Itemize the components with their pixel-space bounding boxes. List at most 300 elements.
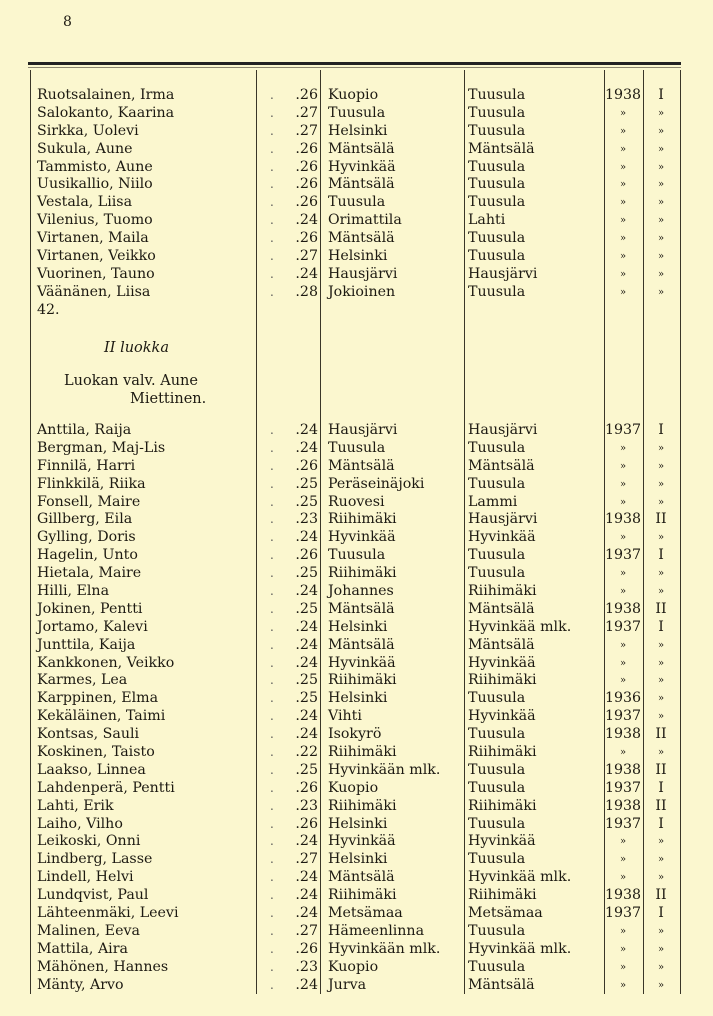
birthplace: Hyvinkää xyxy=(328,654,396,671)
student-name: Fonsell, Maire xyxy=(37,493,141,510)
birthplace: Hausjärvi xyxy=(328,265,398,282)
birth-year: .27 xyxy=(295,922,318,939)
birthplace: Johannes xyxy=(328,583,394,600)
table-row xyxy=(0,708,713,726)
birth-year: .25 xyxy=(295,565,318,582)
student-name: Mähönen, Hannes xyxy=(37,958,169,975)
home-municipality: Metsämaa xyxy=(468,905,543,922)
birthplace: Mäntsälä xyxy=(328,869,395,886)
entry-year: » xyxy=(619,872,627,884)
leader-dot: . xyxy=(270,923,274,938)
birthplace: Orimattila xyxy=(328,212,402,229)
entry-class: I xyxy=(658,547,664,564)
entry-class: » xyxy=(657,711,665,723)
student-name: Vilenius, Tuomo xyxy=(37,212,153,229)
table-row xyxy=(0,159,713,177)
entry-year: » xyxy=(619,979,627,991)
student-name: Lundqvist, Paul xyxy=(37,887,149,904)
home-municipality: Tuusula xyxy=(468,122,526,139)
home-municipality: Tuusula xyxy=(468,547,526,564)
student-name: Karmes, Lea xyxy=(37,672,128,689)
birth-year: .26 xyxy=(295,815,318,832)
birthplace: Riihimäki xyxy=(328,672,397,689)
entry-year: » xyxy=(619,268,627,280)
student-name: Vuorinen, Tauno xyxy=(37,265,155,282)
leader-dot: . xyxy=(270,566,274,581)
birthplace: Riihimäki xyxy=(328,511,397,528)
birthplace: Kuopio xyxy=(328,779,379,796)
leader-dot: . xyxy=(270,762,274,777)
entry-class: » xyxy=(657,496,665,508)
birthplace: Jokioinen xyxy=(328,283,396,300)
home-municipality: Tuusula xyxy=(468,439,526,456)
table-row xyxy=(0,422,713,440)
entry-year: 1937 xyxy=(604,618,642,635)
leader-dot: . xyxy=(270,423,274,437)
birth-year: .27 xyxy=(295,104,318,121)
entry-year: 1938 xyxy=(604,797,642,814)
entry-year: » xyxy=(619,854,627,866)
birthplace: Helsinki xyxy=(328,618,388,635)
entry-class: » xyxy=(657,251,665,263)
entry-class: » xyxy=(657,568,665,580)
student-name: Junttila, Kaija xyxy=(37,636,136,653)
birth-year: .24 xyxy=(295,654,318,671)
home-municipality: Tuusula xyxy=(468,194,526,211)
entry-class: » xyxy=(657,979,665,991)
table-row xyxy=(0,583,713,601)
home-municipality: Tuusula xyxy=(468,87,526,103)
student-name: Bergman, Maj-Lis xyxy=(37,439,166,456)
birthplace: Mäntsälä xyxy=(328,140,395,157)
entry-class: » xyxy=(657,143,665,155)
entry-class: II xyxy=(655,600,667,617)
entry-year: » xyxy=(619,179,627,191)
home-municipality: Tuusula xyxy=(468,958,526,975)
entry-class: » xyxy=(657,747,665,759)
birthplace: Mäntsälä xyxy=(328,230,395,247)
birthplace: Ruovesi xyxy=(328,493,385,510)
home-municipality: Tuusula xyxy=(468,565,526,582)
entry-year: 1937 xyxy=(604,815,642,832)
birth-year: .25 xyxy=(295,672,318,689)
home-municipality: Hyvinkää xyxy=(468,654,536,671)
birthplace: Peräseinäjoki xyxy=(328,475,425,492)
home-municipality: Riihimäki xyxy=(468,672,537,689)
birthplace: Hausjärvi xyxy=(328,422,398,438)
student-name: Väänänen, Liisa xyxy=(37,283,151,300)
table-row xyxy=(0,798,713,816)
birth-year: .26 xyxy=(295,940,318,957)
entry-class: » xyxy=(657,161,665,173)
home-municipality: Hyvinkää mlk. xyxy=(468,869,572,886)
student-name: Finnilä, Harri xyxy=(37,457,136,474)
home-municipality: Hausjärvi xyxy=(468,422,538,438)
table-row xyxy=(0,87,713,105)
birthplace: Mäntsälä xyxy=(328,457,395,474)
birthplace: Riihimäki xyxy=(328,887,397,904)
entry-class: I xyxy=(658,618,664,635)
entry-class: » xyxy=(657,854,665,866)
leader-dot: . xyxy=(270,619,274,634)
birthplace: Jurva xyxy=(328,976,367,993)
table-row xyxy=(0,105,713,123)
entry-year: 1938 xyxy=(604,726,642,743)
entry-class: » xyxy=(657,639,665,651)
student-name: Ruotsalainen, Irma xyxy=(37,87,175,103)
entry-year: » xyxy=(619,836,627,848)
birth-year: .24 xyxy=(295,887,318,904)
table-row xyxy=(0,601,713,619)
student-name: Kekäläinen, Taimi xyxy=(37,708,166,725)
birth-year: .23 xyxy=(295,797,318,814)
entry-year: » xyxy=(619,286,627,298)
leader-dot: . xyxy=(270,213,274,228)
birthplace: Hyvinkää xyxy=(328,529,396,546)
entry-class: I xyxy=(658,779,664,796)
leader-dot: . xyxy=(270,780,274,795)
student-name: Gylling, Doris xyxy=(37,529,136,546)
entry-year: » xyxy=(619,161,627,173)
birth-year: .24 xyxy=(295,726,318,743)
home-municipality: Hyvinkää xyxy=(468,708,536,725)
table-row xyxy=(0,941,713,959)
entry-class: » xyxy=(657,179,665,191)
leader-dot: . xyxy=(270,637,274,652)
student-name: Lahdenperä, Pentti xyxy=(37,779,175,796)
birth-year: .25 xyxy=(295,600,318,617)
table-row xyxy=(0,816,713,834)
birth-year: .24 xyxy=(295,833,318,850)
birthplace: Mäntsälä xyxy=(328,176,395,193)
student-name: Vestala, Liisa xyxy=(37,194,133,211)
table-row xyxy=(0,266,713,284)
table-row xyxy=(0,565,713,583)
birthplace: Tuusula xyxy=(328,547,386,564)
leader-dot: . xyxy=(270,494,274,509)
home-municipality: Hyvinkää mlk. xyxy=(468,940,572,957)
student-name: Leikoski, Onni xyxy=(37,833,141,850)
birth-year: .25 xyxy=(295,475,318,492)
entry-year: 1938 xyxy=(604,887,642,904)
teacher-line1: Luokan valv. Aune xyxy=(64,373,198,389)
leader-dot: . xyxy=(270,798,274,813)
student-name: Sirkka, Uolevi xyxy=(37,122,139,139)
table-row xyxy=(0,511,713,529)
student-name: Laakso, Linnea xyxy=(37,761,146,778)
home-municipality: Tuusula xyxy=(468,158,526,175)
entry-class: II xyxy=(655,887,667,904)
birth-year: .24 xyxy=(295,422,318,438)
entry-class: » xyxy=(657,442,665,454)
class1-list xyxy=(0,87,713,302)
student-name: Hagelin, Unto xyxy=(37,547,138,564)
student-name: Hietala, Maire xyxy=(37,565,142,582)
entry-year: » xyxy=(619,532,627,544)
birth-year: .24 xyxy=(295,618,318,635)
table-row xyxy=(0,529,713,547)
top-rule xyxy=(28,62,681,65)
home-municipality: Riihimäki xyxy=(468,887,537,904)
leader-dot: . xyxy=(270,691,274,706)
leader-dot: . xyxy=(270,834,274,849)
birth-year: .23 xyxy=(295,511,318,528)
birthplace: Kuopio xyxy=(328,87,379,103)
home-municipality: Tuusula xyxy=(468,779,526,796)
birthplace: Helsinki xyxy=(328,851,388,868)
entry-class: I xyxy=(658,87,664,103)
entry-class: » xyxy=(657,961,665,973)
table-row xyxy=(0,230,713,248)
student-name: Gillberg, Eila xyxy=(37,511,133,528)
leader-dot: . xyxy=(270,906,274,921)
entry-year: » xyxy=(619,925,627,937)
home-municipality: Hyvinkää xyxy=(468,833,536,850)
home-municipality: Hyvinkää mlk. xyxy=(468,618,572,635)
birthplace: Tuusula xyxy=(328,439,386,456)
entry-year: 1938 xyxy=(604,600,642,617)
entry-class: II xyxy=(655,797,667,814)
entry-year: » xyxy=(619,639,627,651)
table-row xyxy=(0,959,713,977)
student-name: Hilli, Elna xyxy=(37,583,110,600)
student-name: Malinen, Eeva xyxy=(37,922,140,939)
birth-year: .25 xyxy=(295,493,318,510)
birth-year: .28 xyxy=(295,283,318,300)
entry-class: I xyxy=(658,905,664,922)
entry-class: » xyxy=(657,836,665,848)
entry-class: » xyxy=(657,268,665,280)
leader-dot: . xyxy=(270,601,274,616)
birth-year: .26 xyxy=(295,779,318,796)
table-row xyxy=(0,141,713,159)
table-row xyxy=(0,619,713,637)
entry-year: 1936 xyxy=(604,690,642,707)
entry-class: » xyxy=(657,925,665,937)
table-row xyxy=(0,547,713,565)
leader-dot: . xyxy=(270,105,274,120)
birth-year: .26 xyxy=(295,230,318,247)
entry-class: » xyxy=(657,460,665,472)
home-municipality: Mäntsälä xyxy=(468,457,535,474)
entry-class: » xyxy=(657,233,665,245)
birth-year: .23 xyxy=(295,958,318,975)
leader-dot: . xyxy=(270,195,274,210)
home-municipality: Tuusula xyxy=(468,690,526,707)
student-name: Kontsas, Sauli xyxy=(37,726,140,743)
student-name: Uusikallio, Niilo xyxy=(37,176,153,193)
birth-year: .24 xyxy=(295,905,318,922)
birth-year: .25 xyxy=(295,690,318,707)
birth-year: .24 xyxy=(295,976,318,993)
class1-count: 42. xyxy=(37,302,60,318)
table-row xyxy=(0,176,713,194)
leader-dot: . xyxy=(270,231,274,246)
entry-year: 1937 xyxy=(604,422,642,438)
birthplace: Tuusula xyxy=(328,104,386,121)
leader-dot: . xyxy=(270,548,274,563)
student-name: Koskinen, Taisto xyxy=(37,744,155,761)
birth-year: .24 xyxy=(295,869,318,886)
home-municipality: Lahti xyxy=(468,212,506,229)
table-row xyxy=(0,887,713,905)
page-number: 8 xyxy=(63,14,72,30)
student-name: Lindberg, Lasse xyxy=(37,851,153,868)
birth-year: .27 xyxy=(295,248,318,265)
leader-dot: . xyxy=(270,530,274,545)
home-municipality: Tuusula xyxy=(468,283,526,300)
birthplace: Hyvinkää xyxy=(328,158,396,175)
table-row xyxy=(0,762,713,780)
student-name: Sukula, Aune xyxy=(37,140,133,157)
entry-year: » xyxy=(619,961,627,973)
student-name: Jokinen, Pentti xyxy=(37,600,143,617)
entry-class: » xyxy=(657,675,665,687)
table-row xyxy=(0,637,713,655)
leader-dot: . xyxy=(270,458,274,473)
student-name: Flinkkilä, Riika xyxy=(37,475,146,492)
birthplace: Tuusula xyxy=(328,194,386,211)
birthplace: Helsinki xyxy=(328,122,388,139)
birth-year: .26 xyxy=(295,140,318,157)
student-name: Karppinen, Elma xyxy=(37,690,159,707)
entry-class: II xyxy=(655,761,667,778)
home-municipality: Tuusula xyxy=(468,104,526,121)
entry-class: » xyxy=(657,943,665,955)
birth-year: .26 xyxy=(295,176,318,193)
entry-class: » xyxy=(657,125,665,137)
birthplace: Riihimäki xyxy=(328,797,397,814)
birthplace: Vihti xyxy=(328,708,362,725)
home-municipality: Tuusula xyxy=(468,851,526,868)
entry-year: » xyxy=(619,586,627,598)
table-row xyxy=(0,851,713,869)
entry-year: » xyxy=(619,657,627,669)
student-name: Virtanen, Maila xyxy=(37,230,149,247)
table-row xyxy=(0,690,713,708)
table-row xyxy=(0,284,713,302)
leader-dot: . xyxy=(270,141,274,156)
entry-class: » xyxy=(657,286,665,298)
entry-year: 1938 xyxy=(604,511,642,528)
class2-list xyxy=(0,422,713,995)
student-name: Laiho, Vilho xyxy=(37,815,123,832)
home-municipality: Mäntsälä xyxy=(468,600,535,617)
entry-year: » xyxy=(619,197,627,209)
leader-dot: . xyxy=(270,284,274,299)
entry-year: » xyxy=(619,107,627,119)
birth-year: .27 xyxy=(295,851,318,868)
birth-year: .26 xyxy=(295,194,318,211)
entry-class: » xyxy=(657,197,665,209)
student-name: Lindell, Helvi xyxy=(37,869,134,886)
leader-dot: . xyxy=(270,709,274,724)
birth-year: .26 xyxy=(295,87,318,103)
table-row xyxy=(0,212,713,230)
table-row xyxy=(0,923,713,941)
birthplace: Riihimäki xyxy=(328,565,397,582)
home-municipality: Hausjärvi xyxy=(468,511,538,528)
birth-year: .24 xyxy=(295,439,318,456)
leader-dot: . xyxy=(270,816,274,831)
leader-dot: . xyxy=(270,888,274,903)
entry-year: 1937 xyxy=(604,547,642,564)
birth-year: .25 xyxy=(295,761,318,778)
home-municipality: Mäntsälä xyxy=(468,140,535,157)
leader-dot: . xyxy=(270,745,274,760)
birth-year: .24 xyxy=(295,708,318,725)
entry-year: » xyxy=(619,442,627,454)
entry-year: » xyxy=(619,143,627,155)
birthplace: Hämeenlinna xyxy=(328,922,425,939)
entry-year: 1937 xyxy=(604,708,642,725)
entry-class: » xyxy=(657,107,665,119)
entry-class: I xyxy=(658,815,664,832)
table-row xyxy=(0,476,713,494)
home-municipality: Mäntsälä xyxy=(468,636,535,653)
table-row xyxy=(0,744,713,762)
entry-year: » xyxy=(619,125,627,137)
entry-year: 1937 xyxy=(604,905,642,922)
table-row xyxy=(0,780,713,798)
home-municipality: Tuusula xyxy=(468,248,526,265)
leader-dot: . xyxy=(270,852,274,867)
leader-dot: . xyxy=(270,476,274,491)
entry-class: » xyxy=(657,872,665,884)
birthplace: Hyvinkään mlk. xyxy=(328,761,441,778)
home-municipality: Riihimäki xyxy=(468,744,537,761)
entry-class: » xyxy=(657,586,665,598)
section-title: II luokka xyxy=(104,340,169,356)
birthplace: Mäntsälä xyxy=(328,636,395,653)
entry-class: I xyxy=(658,422,664,438)
birth-year: .26 xyxy=(295,547,318,564)
home-municipality: Tuusula xyxy=(468,230,526,247)
birth-year: .24 xyxy=(295,583,318,600)
student-name: Mattila, Aira xyxy=(37,940,128,957)
leader-dot: . xyxy=(270,159,274,174)
home-municipality: Riihimäki xyxy=(468,583,537,600)
leader-dot: . xyxy=(270,959,274,974)
home-municipality: Mäntsälä xyxy=(468,976,535,993)
birthplace: Metsämaa xyxy=(328,905,403,922)
table-row xyxy=(0,833,713,851)
birthplace: Kuopio xyxy=(328,958,379,975)
leader-dot: . xyxy=(270,977,274,992)
leader-dot: . xyxy=(270,655,274,670)
birth-year: .24 xyxy=(295,636,318,653)
home-municipality: Hausjärvi xyxy=(468,265,538,282)
student-name: Mänty, Arvo xyxy=(37,976,124,993)
entry-year: » xyxy=(619,747,627,759)
birthplace: Helsinki xyxy=(328,248,388,265)
leader-dot: . xyxy=(270,673,274,688)
student-name: Lähteenmäki, Leevi xyxy=(37,905,179,922)
entry-year: » xyxy=(619,478,627,490)
student-name: Lahti, Erik xyxy=(37,797,114,814)
birthplace: Mäntsälä xyxy=(328,600,395,617)
entry-class: II xyxy=(655,511,667,528)
entry-year: » xyxy=(619,233,627,245)
home-municipality: Lammi xyxy=(468,493,518,510)
leader-dot: . xyxy=(270,941,274,956)
home-municipality: Tuusula xyxy=(468,176,526,193)
birthplace: Hyvinkää xyxy=(328,833,396,850)
birthplace: Hyvinkään mlk. xyxy=(328,940,441,957)
leader-dot: . xyxy=(270,177,274,192)
leader-dot: . xyxy=(270,727,274,742)
entry-class: » xyxy=(657,693,665,705)
